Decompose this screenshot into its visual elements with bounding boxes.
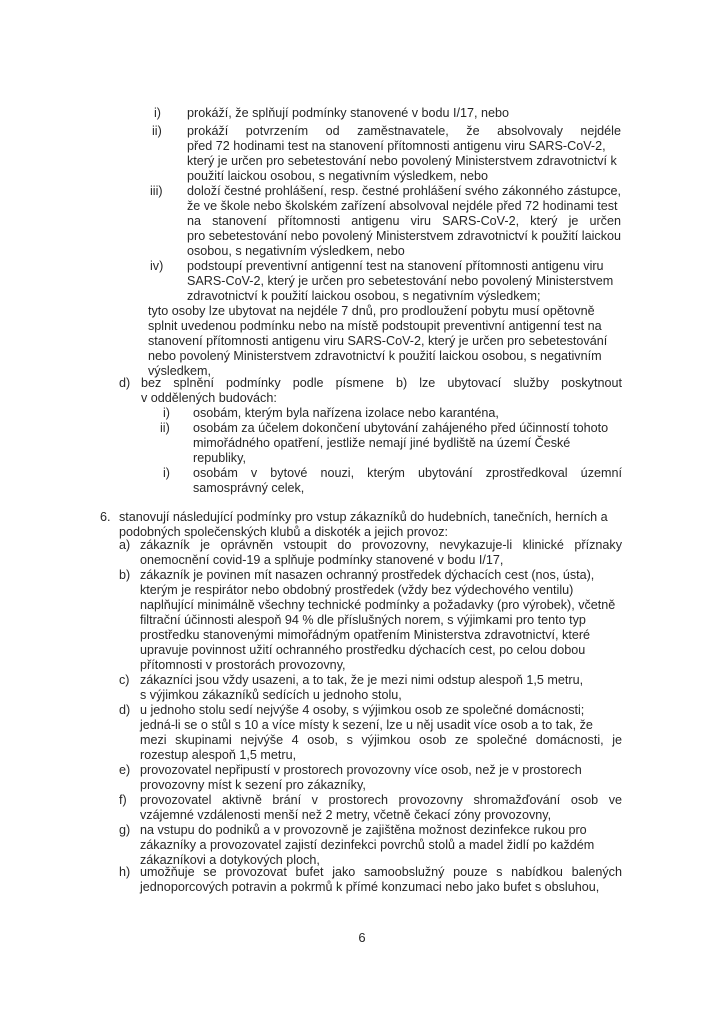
item-number: i) [163,466,170,480]
item-text: použití laickou osobou, s negativním výsledkem, nebo [187,169,489,183]
item-number: ii) [152,124,162,138]
item-text: naplňující minimálně všechny technické podmínky a požadavky (pro výrobek), včetně [140,598,616,612]
item-letter: c) [119,673,130,687]
item-text: na stanovení přítomnosti antigenu viru SARS-CoV-2, který je určen [187,214,621,228]
section-text: stanovují následující podmínky pro vstup zákazníků do hudebních, tanečních, herních a [119,510,608,524]
item-text: na vstupu do podniků a v provozovně je zajištěna možnost dezinfekce rukou pro [140,823,587,837]
item-text: filtrační účinnosti alespoň 94 % dle příslušných norem, s výjimkami pro tento typ [140,613,586,627]
item-text: SARS-CoV-2, který je určen pro sebetestování nebo povolený Ministerstvem [187,274,614,288]
item-letter: b) [119,568,131,582]
page-number: 6 [358,930,366,945]
item-text: že ve škole nebo školském zařízení absolvoval nejdéle před 72 hodinami test [187,199,618,213]
item-text: zákazníky a provozovatel zajistí dezinfekci povrchů stolů a madel židlí po každém [140,838,595,852]
item-text: osobám za účelem dokončení ubytování zahájeného před účinností tohoto [193,421,609,435]
item-text: upravuje povinnost užití ochranného prostředku dýchacích cest, po celou dobou [140,643,586,657]
item-text: jedná-li se o stůl s 10 a více místy k sezení, lze u něj usadit více osob a to tak, že [140,718,593,732]
item-text: osobám, kterým byla nařízena izolace nebo karanténa, [193,406,499,420]
item-text: před 72 hodinami test na stanovení přítomnosti antigenu viru SARS-CoV-2, [187,139,606,153]
item-number: i) [154,106,161,120]
item-text: prostředku stanovenými mimořádným opatřením Ministerstva zdravotnictví, které [140,628,591,642]
item-text: zákazníci jsou vždy usazeni, a to tak, že je mezi nimi odstup alespoň 1,5 metru, [140,673,584,687]
section-text: podobných společenských klubů a diskoték a jejich provoz: [119,525,449,539]
item-letter: d) [119,376,131,390]
item-letter: d) [119,703,131,717]
section-number: 6. [100,510,111,524]
item-text: kterým je respirátor nebo obdobný prostředek (vždy bez výdechového ventilu) [140,583,574,597]
item-letter: h) [119,865,131,879]
item-text: republiky, [193,451,246,465]
item-text: zákazník je povinen mít nasazen ochranný prostředek dýchacích cest (nos, ústa), [140,568,595,582]
item-text: rozestup alespoň 1,5 metru, [140,748,297,762]
paragraph-text: splnit uvedenou podmínku nebo na místě podstoupit preventivní antigenní test na [148,319,602,333]
item-text: umožňuje se provozovat bufet jako samoobslužný pouze s nabídkou balených [140,865,622,879]
item-text: prokáží, že splňují podmínky stanovené v bodu I/17, nebo [187,106,510,120]
item-letter: g) [119,823,131,837]
item-text: provozovatel nepřipustí v prostorech provozovny více osob, než je v prostorech [140,763,582,777]
item-text: prokáží potvrzením od zaměstnavatele, že absolvovaly nejdéle [187,124,621,138]
item-text: samosprávný celek, [193,481,305,495]
item-number: ii) [160,421,170,435]
item-text: mimořádného opatření, jestliže nemají jiné bydliště na území České [193,436,571,450]
paragraph-text: stanovení přítomnosti antigenu viru SARS-CoV-2, který je určen pro sebetestování [148,334,608,348]
item-text: přítomnosti v prostorách provozovny, [140,658,346,672]
item-text: mezi skupinami nejvýše 4 osob, s výjimkou osob ze společné domácnosti, je [140,733,622,747]
item-text: osobou, s negativním výsledkem, nebo [187,244,405,258]
item-text: s výjimkou zákazníků sedících u jednoho stolu, [140,688,402,702]
paragraph-text: nebo povolený Ministerstvem zdravotnictví k použití laickou osobou, s negativním [148,349,602,363]
item-text: bez splnění podmínky podle písmene b) lze ubytovací služby poskytnout [141,376,622,390]
item-text: u jednoho stolu sedí nejvýše 4 osoby, s výjimkou osob ze společné domácnosti; [140,703,585,717]
paragraph-text: výsledkem, [148,364,211,378]
item-text: pro sebetestování nebo povolený Ministerstvem zdravotnictví k použití laickou [187,229,622,243]
paragraph-text: tyto osoby lze ubytovat na nejdéle 7 dnů, pro prodloužení pobytu musí opětovně [148,304,595,318]
item-letter: a) [119,538,131,552]
item-number: iii) [150,184,163,198]
item-text: v oddělených budovách: [141,391,277,405]
item-text: vzájemné vzdálenosti menší než 2 metry, včetně čekací zóny provozovny, [140,808,552,822]
item-text: zdravotnictví k použití laickou osobou, s negativním výsledkem; [187,289,541,303]
item-letter: f) [119,793,127,807]
item-number: iv) [150,259,164,273]
item-text: který je určen pro sebetestování nebo povolený Ministerstvem zdravotnictví k [187,154,617,168]
item-text: onemocnění covid-19 a splňuje podmínky stanovené v bodu I/17, [140,553,504,567]
item-text: zákazníkovi a dotykových ploch, [140,853,320,867]
item-text: podstoupí preventivní antigenní test na stanovení přítomnosti antigenu viru [187,259,604,273]
item-number: i) [163,406,170,420]
item-text: provozovatel aktivně brání v prostorech provozovny shromažďování osob ve [140,793,622,807]
item-text: zákazník je oprávněn vstoupit do provozovny, nevykazuje-li klinické příznaky [140,538,622,552]
item-text: provozovny míst k sezení pro zákazníky, [140,778,366,792]
item-letter: e) [119,763,131,777]
item-text: jednoporcových potravin a pokrmů k přímé konzumaci nebo jako bufet s obsluhou, [140,880,600,894]
item-text: doloží čestné prohlášení, resp. čestné prohlášení svého zákonného zástupce, [187,184,622,198]
item-text: osobám v bytové nouzi, kterým ubytování zprostředkoval územní [193,466,622,480]
